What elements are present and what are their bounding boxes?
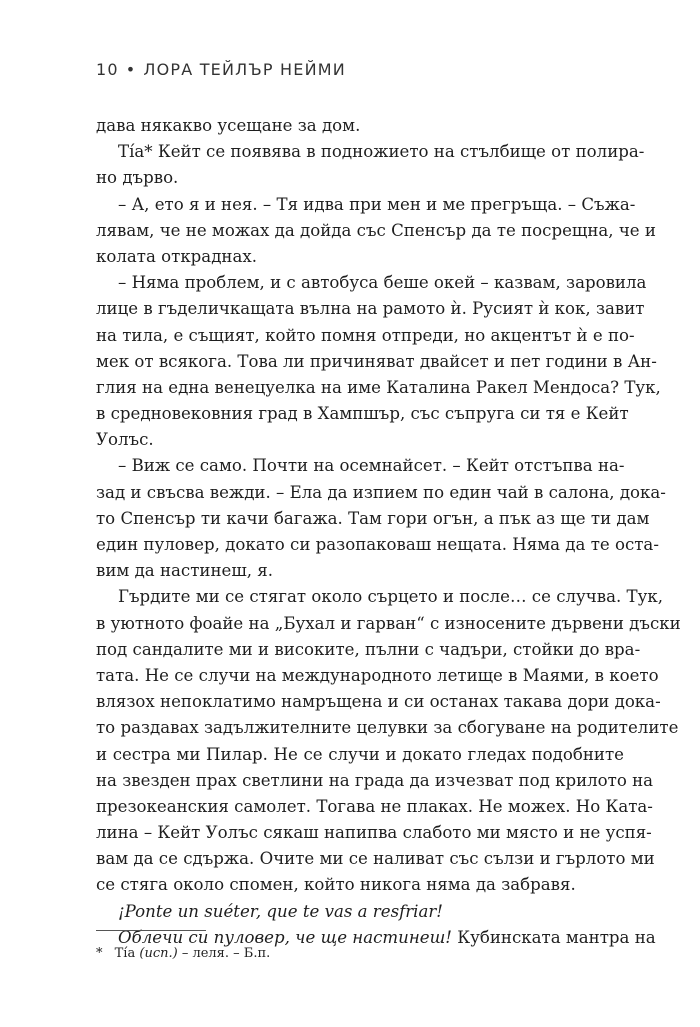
text-line: лице в гъделичкащата вълна на рамото ѝ. Русият ѝ кок, завит xyxy=(96,299,645,319)
running-head xyxy=(96,60,346,79)
text-line: колата откраднах. xyxy=(96,246,258,266)
text-line: се стяга около спомен, който никога няма да забравя. xyxy=(96,875,576,895)
text-line: но дърво. xyxy=(96,168,179,188)
text-line xyxy=(96,139,645,165)
text-line: тата. Не се случи на международното летище в Маями, в което xyxy=(96,665,659,685)
text-line: – А, ето я и нея. – Тя идва при мен и ме прегръща. – Съжа- xyxy=(118,194,636,214)
text-line: в уютното фоайе на „Бухал и гарван“ с износените дървени дъски xyxy=(96,613,681,633)
text-line: един пуловер, докато си разопаковаш нещата. Няма да те оста- xyxy=(96,535,659,554)
text-line: – Виж се само. Почти на осемнайсет. – Кейт отстъпва на- xyxy=(118,456,625,476)
footnote-ref-text: * Кейт се появява в подножието на стълбище от полира- xyxy=(144,142,645,162)
header-separator: • xyxy=(125,60,137,79)
footnote-divider xyxy=(96,930,206,931)
text-line: вим да настинеш, я. xyxy=(96,561,274,581)
footnote-text: – леля. – Б.п. xyxy=(181,946,271,961)
text-line: в средновековния град в Хампшър, със съпруга си тя е Кейт xyxy=(96,404,629,424)
footnote-term: Тíа xyxy=(118,142,145,162)
footnote xyxy=(96,946,270,961)
page-number: 10 xyxy=(96,60,119,79)
text-line: дава някакво усещане за дом. xyxy=(96,116,361,135)
text-line: зад и свъсва вежди. – Ела да изпием по един чай в салона, дока- xyxy=(96,482,666,502)
translated-quote: Облечи си пуловер, че ще настинеш! xyxy=(118,927,452,947)
text-line: презокеанския самолет. Тогава не плаках. Не можех. Но Ката- xyxy=(96,796,653,816)
running-head-author: ЛОРА ТЕЙЛЪР НЕЙМИ xyxy=(143,60,346,79)
footnote-mark: * xyxy=(96,946,103,961)
text-line: лявам, че не можах да дойда със Спенсър да те посрещна, че и xyxy=(96,220,656,240)
text-line: мек от всякога. Това ли причиняват двайсет и пет години в Ан- xyxy=(96,351,657,371)
text-line-rest: Кубинската мантра на xyxy=(451,927,656,947)
text-line: и сестра ми Пилар. Не се случи и докато гледах подобните xyxy=(96,744,624,764)
text-line: то Спенсър ти качи багажа. Там гори огън, а пък аз ще ти дам xyxy=(96,508,650,528)
text-line: Гърдите ми се стягат около сърцето и после… се случва. Тук, xyxy=(118,587,664,607)
body-text xyxy=(96,113,681,951)
text-line: влязох непоклатимо намръщена и си останах такава дори дока- xyxy=(96,692,661,712)
spanish-quote: ¡Ponte un suéter, que te vas a resfriar! xyxy=(118,901,443,921)
footnote-language: (исп.) xyxy=(139,946,178,961)
footnote-term: Тíа xyxy=(114,946,136,961)
text-line: на звезден прах светлини на града да изчезват под крилото на xyxy=(96,770,654,790)
text-line: лина – Кейт Уолъс сякаш напипва слабото ми място и не успя- xyxy=(96,823,652,843)
text-line: под сандалите ми и високите, пълни с чадъри, стойки до вра- xyxy=(96,639,641,659)
text-line: на тила, е същият, който помня отпреди, но акцентът ѝ е по- xyxy=(96,325,635,345)
text-line: Уолъс. xyxy=(96,430,154,450)
text-line: – Няма проблем, и с автобуса беше окей – казвам, заровила xyxy=(118,273,647,293)
text-line: то раздавах задължителните целувки за сбогуване на родителите xyxy=(96,718,679,738)
text-line: глия на една венецуелка на име Каталина Ракел Мендоса? Тук, xyxy=(96,377,661,397)
text-line: вам да се сдържа. Очите ми се наливат със сълзи и гърлото ми xyxy=(96,849,655,869)
